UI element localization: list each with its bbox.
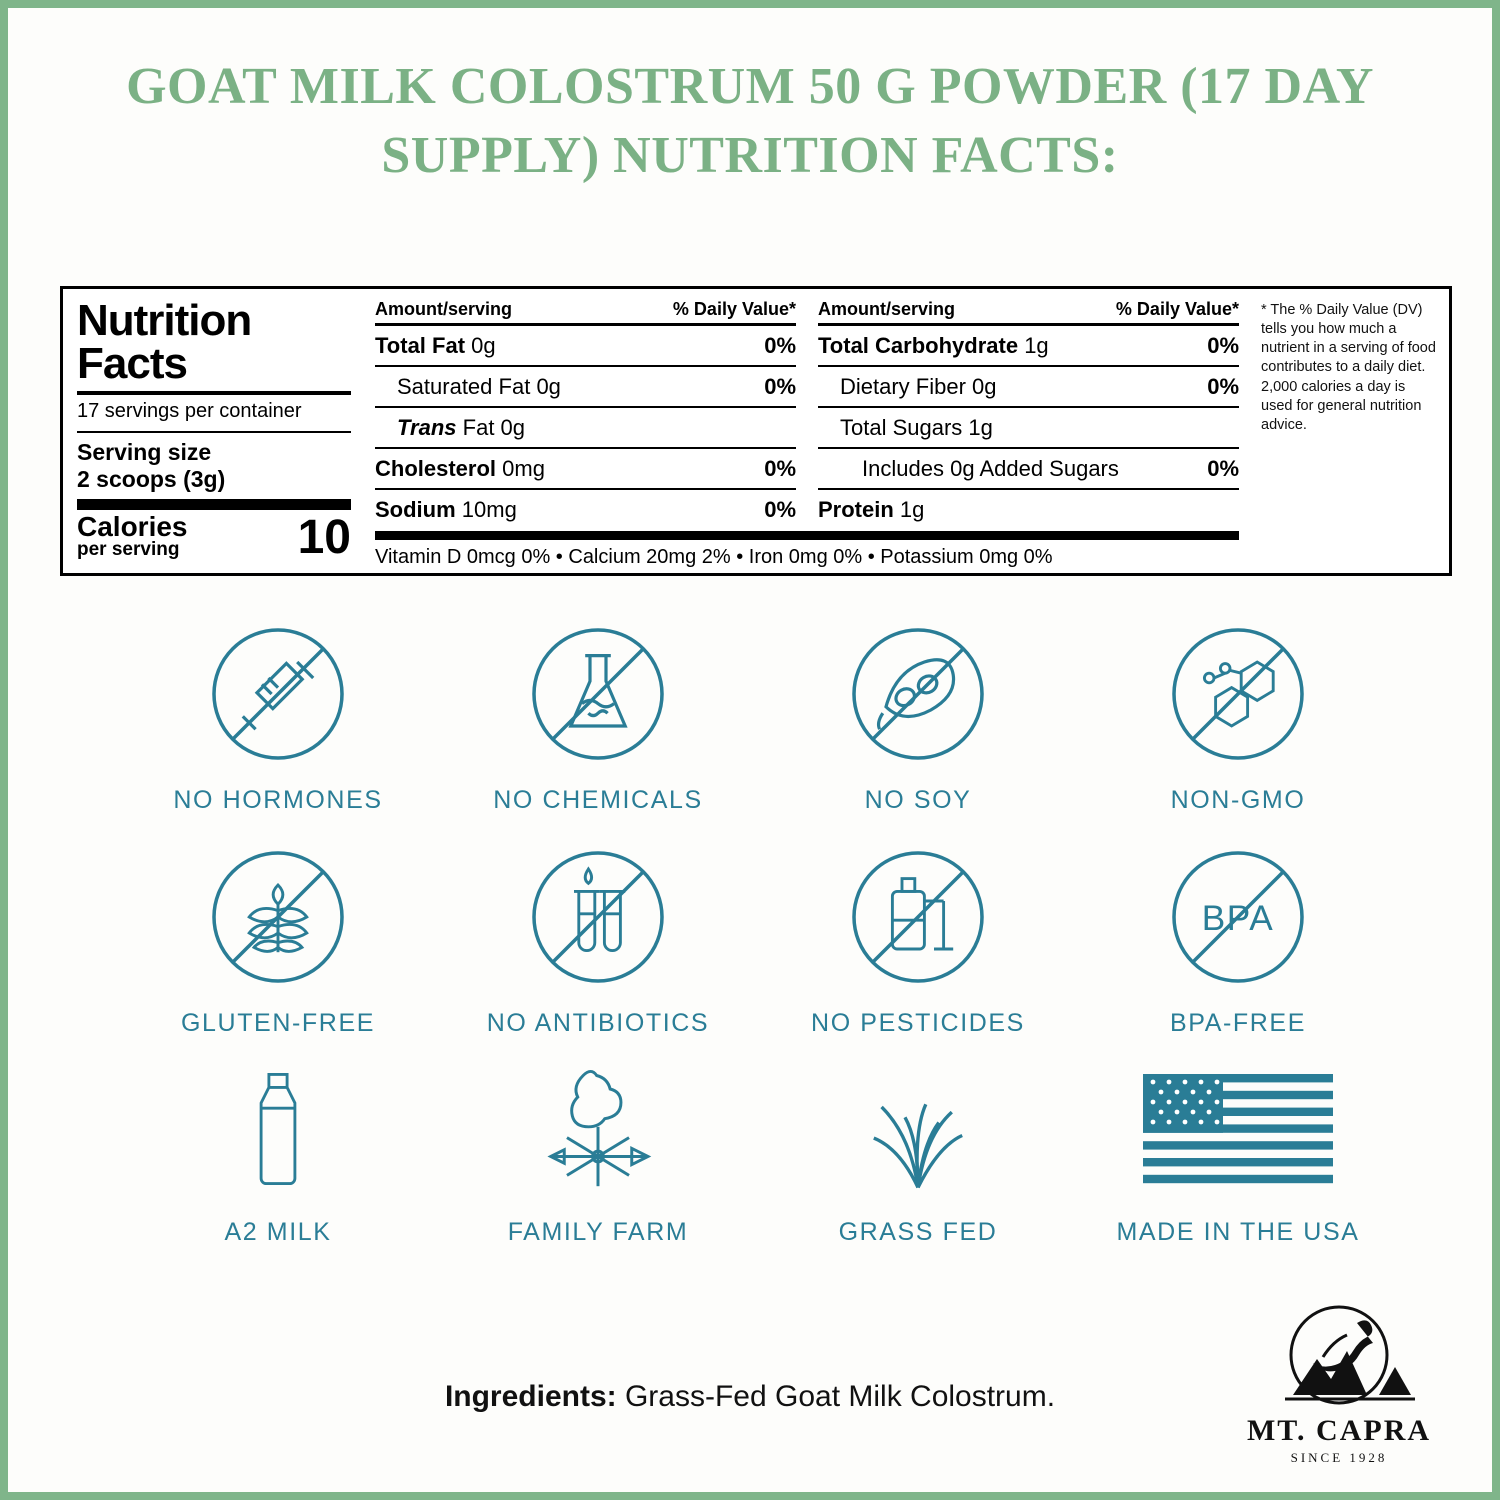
nutrient-amount: 0mg: [502, 456, 545, 481]
nutrient-amount: 0g Added Sugars: [950, 456, 1119, 481]
badge-grass-fed: [768, 1054, 1068, 1247]
calories-sublabel: per serving: [77, 539, 180, 561]
daily-value-header: % Daily Value*: [1115, 299, 1239, 319]
nutrient-name: Sodium: [375, 497, 456, 522]
daily-value-footnote: * The % Daily Value (DV) tells you how much a nutrient in a serving of food contributes to a daily diet. 2,000 calories a day is used for general nutrition advice.: [1261, 302, 1436, 433]
badge-no-pesticides: [768, 831, 1068, 1038]
badge-row-3: [128, 1054, 1388, 1247]
nutrient-name: Saturated Fat: [397, 374, 531, 399]
test-tubes-crossed-icon: [448, 831, 748, 1003]
serving-size-value: 2 scoops (3g): [77, 466, 226, 493]
badge-a2-milk: [128, 1054, 428, 1247]
syringe-crossed-icon: [128, 608, 428, 780]
milk-bottle-icon: [128, 1054, 428, 1204]
badge-label: GLUTEN-FREE: [180, 1009, 375, 1037]
nutrient-amount: Fat 0g: [462, 415, 526, 440]
flask-crossed-icon: [448, 608, 748, 780]
nutrient-amount: 0g: [972, 374, 997, 399]
nutrient-amount: 1g: [899, 497, 925, 522]
badge-no-soy: [768, 608, 1068, 815]
calories-value: 10: [297, 510, 351, 564]
grass-icon: [768, 1054, 1068, 1204]
weathervane-rooster-icon: [448, 1054, 748, 1204]
nutrient-dv: 0%: [1207, 374, 1239, 399]
badge-label: FAMILY FARM: [507, 1218, 689, 1246]
calories-row: [77, 510, 351, 564]
table-row: [818, 406, 1239, 447]
nutrient-column-left: [363, 299, 806, 531]
badge-grid: [128, 608, 1388, 1263]
serving-size-label: Serving size: [77, 439, 212, 466]
wheat-crossed-icon: [128, 831, 428, 1003]
nutrient-name: Includes: [862, 456, 944, 481]
column-header-left: [375, 299, 796, 323]
nutrient-column-right: [806, 299, 1249, 531]
divider: [77, 499, 351, 510]
bpa-crossed-icon: [1088, 831, 1388, 1003]
nutrient-name: Cholesterol: [375, 456, 497, 481]
ingredients-label: Ingredients:: [444, 1380, 617, 1413]
badge-label: GRASS FED: [838, 1218, 998, 1246]
badge-label: NO CHEMICALS: [493, 786, 703, 814]
badge-no-hormones: [128, 608, 428, 815]
ingredients-value: Grass-Fed Goat Milk Colostrum.: [624, 1380, 1056, 1413]
badge-label: BPA-FREE: [1170, 1009, 1306, 1037]
table-row: [375, 488, 796, 529]
goat-mountain-logo-icon: [1239, 1303, 1439, 1413]
table-row: [818, 488, 1239, 529]
brand-since: SINCE 1928: [1290, 1450, 1388, 1465]
nutrient-name: Trans: [397, 415, 457, 440]
daily-value-header: % Daily Value*: [672, 299, 796, 319]
nutrition-facts-title-line1: Nutrition: [77, 296, 252, 345]
micronutrients-row: Vitamin D 0mcg 0% • Calcium 20mg 2% • Iron 0mg 0% • Potassium 0mg 0%: [375, 531, 1239, 569]
soybean-crossed-icon: [768, 608, 1068, 780]
nutrition-facts-title: [77, 296, 351, 389]
nutrition-facts-title-line2: Facts: [77, 339, 187, 389]
nutrient-amount: 0g: [471, 333, 496, 358]
badge-made-in-usa: [1088, 1054, 1388, 1247]
badge-label: MADE IN THE USA: [1116, 1218, 1360, 1246]
badge-non-gmo: [1088, 608, 1388, 815]
calories-label-block: [77, 511, 188, 561]
badge-no-chemicals: [448, 608, 748, 815]
molecule-crossed-icon: [1088, 608, 1388, 780]
nutrient-name: Dietary Fiber: [840, 374, 966, 399]
table-row: [375, 406, 796, 447]
page-title: GOAT MILK COLOSTRUM 50 G POWDER (17 DAY SUPPLY) NUTRITION FACTS:: [126, 58, 1374, 185]
badge-gluten-free: [128, 831, 428, 1038]
table-row: [818, 323, 1239, 365]
table-row: [375, 447, 796, 488]
serving-size: [77, 439, 351, 493]
table-row: [818, 447, 1239, 488]
nutrition-facts-summary: [63, 289, 363, 573]
nutrient-amount: 10mg: [461, 497, 517, 522]
amount-per-serving-header: Amount/serving: [375, 299, 513, 319]
badge-family-farm: [448, 1054, 748, 1247]
divider: [77, 391, 351, 395]
nutrition-facts-panel: [60, 286, 1452, 576]
badge-bpa-free: [1088, 831, 1388, 1038]
badge-label: NO PESTICIDES: [811, 1009, 1025, 1037]
nutrient-name: Total Sugars: [840, 415, 963, 440]
calories-label: Calories: [77, 511, 188, 543]
nutrient-dv: 0%: [1207, 456, 1239, 481]
usa-flag-icon: [1088, 1054, 1388, 1204]
badge-label: NON-GMO: [1170, 786, 1306, 814]
nutrient-amount: 1g: [1024, 333, 1049, 358]
nutrient-amount: 1g: [968, 415, 993, 440]
badge-label: NO SOY: [864, 786, 972, 814]
svg-text:BPA: BPA: [1201, 898, 1275, 938]
nutrient-name: Protein: [818, 497, 894, 522]
badge-row-1: [128, 608, 1388, 815]
divider: [77, 431, 351, 433]
table-row: [818, 365, 1239, 406]
column-header-right: [818, 299, 1239, 323]
nutrient-dv: 0%: [1207, 333, 1239, 358]
amount-per-serving-header: Amount/serving: [818, 299, 956, 319]
nutrient-name: Total Carbohydrate: [818, 333, 1019, 358]
nutrient-dv: 0%: [764, 374, 796, 399]
nutrient-amount: 0g: [536, 374, 561, 399]
sprayer-crossed-icon: [768, 831, 1068, 1003]
badge-label: NO HORMONES: [173, 786, 383, 814]
badge-label: A2 MILK: [224, 1218, 332, 1246]
badge-row-2: [128, 831, 1388, 1038]
nutrient-dv: 0%: [764, 456, 796, 481]
nutrient-dv: 0%: [764, 497, 796, 522]
table-row: [375, 323, 796, 365]
nutrition-facts-columns: [363, 289, 1249, 573]
servings-per-container: 17 servings per container: [77, 400, 302, 423]
badge-label: NO ANTIBIOTICS: [486, 1009, 710, 1037]
brand-name: MT. CAPRA: [1246, 1414, 1432, 1447]
brand-logo: [1234, 1303, 1444, 1466]
nutrient-name: Total Fat: [375, 333, 466, 358]
nutrient-dv: 0%: [764, 333, 796, 358]
table-row: [375, 365, 796, 406]
badge-no-antibiotics: [448, 831, 748, 1038]
